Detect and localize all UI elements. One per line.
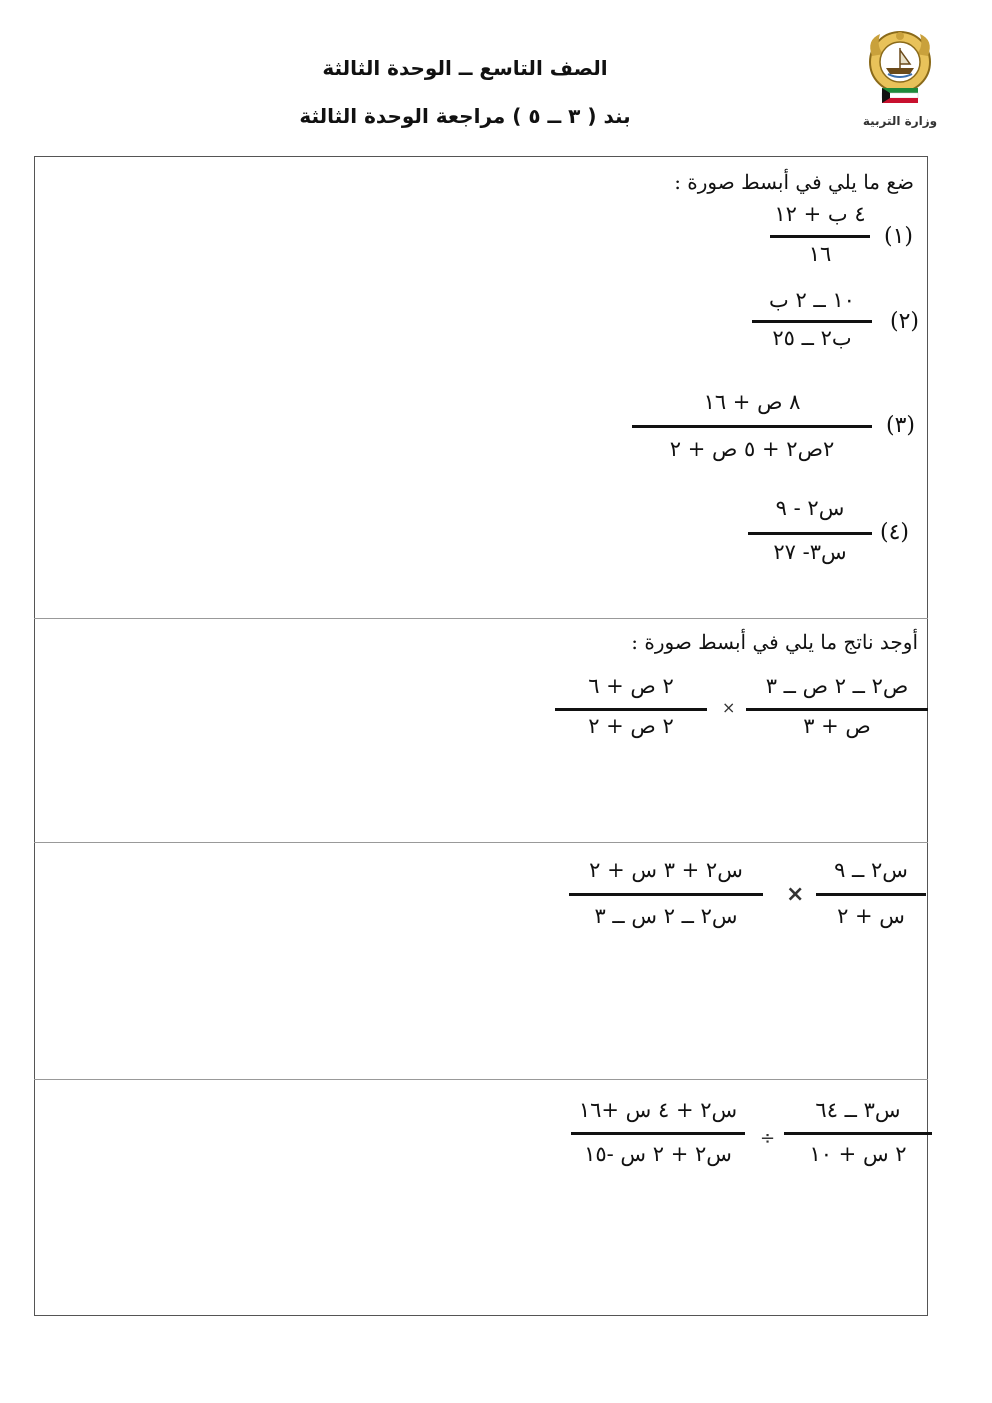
fraction-bar [752, 320, 872, 323]
multiply-operator: × [722, 698, 736, 717]
fraction [752, 286, 872, 356]
numerator: س٢ ــ ٩ [834, 858, 908, 882]
numerator: ٤ ب + ١٢ [774, 202, 866, 226]
denominator: ٢ص٢ + ٥ ص + ٢ [669, 437, 835, 461]
denominator: ص + ٣ [803, 714, 871, 738]
section2-instruction: أوجد ناتج ما يلي في أبسط صورة : [631, 630, 918, 654]
fraction-bar [784, 1132, 932, 1135]
fraction [569, 856, 763, 936]
page-title: الصف التاسع ــ الوحدة الثالثة [322, 56, 608, 80]
logo-caption: وزارة التربية [862, 114, 938, 128]
fraction-bar [770, 235, 870, 238]
fraction-bar [632, 425, 872, 428]
denominator: ب٢ ــ ٢٥ [772, 326, 852, 350]
item-number: (٤) [880, 520, 910, 545]
numerator: ٢ ص + ٦ [588, 674, 674, 698]
section1-instruction: ضع ما يلي في أبسط صورة : [674, 170, 914, 194]
fraction [746, 672, 928, 748]
fraction [571, 1096, 745, 1176]
multiply-operator: × [786, 882, 805, 907]
numerator: س٣ ــ ٦٤ [815, 1098, 901, 1122]
section-divider [34, 842, 928, 843]
fraction [748, 494, 872, 574]
page-subtitle: بند ( ٣ ــ ٥ ) مراجعة الوحدة الثالثة [299, 104, 631, 128]
numerator: ٨ ص + ١٦ [703, 390, 801, 414]
numerator: ١٠ ــ ٢ ب [769, 288, 855, 312]
numerator: س٢ + ٤ س +١٦ [578, 1098, 738, 1122]
fraction [784, 1096, 932, 1176]
fraction-bar [571, 1132, 745, 1135]
denominator: س٣- ٢٧ [773, 540, 847, 564]
denominator: س + ٢ [837, 904, 905, 928]
denominator: ٢ س + ١٠ [809, 1142, 907, 1166]
denominator: س٢ + ٢ س -١٥ [584, 1142, 732, 1166]
fraction-bar [555, 708, 707, 711]
fraction [816, 856, 926, 936]
denominator: س٢ ــ ٢ س ــ ٣ [594, 904, 738, 928]
item-number: (١) [884, 224, 914, 249]
item-number: (٣) [886, 413, 916, 438]
numerator: س٢ + ٣ س + ٢ [589, 858, 743, 882]
denominator: ١٦ [808, 242, 832, 266]
fraction [770, 200, 870, 270]
numerator: س٢ - ٩ [775, 496, 845, 520]
item-number: (٢) [890, 309, 920, 334]
numerator: ص٢ ــ ٢ ص ــ ٣ [765, 674, 909, 698]
fraction-bar [746, 708, 928, 711]
fraction [555, 672, 707, 748]
fraction-bar [816, 893, 926, 896]
section-divider [34, 1079, 928, 1080]
divide-operator: ÷ [760, 1128, 776, 1149]
fraction-bar [748, 532, 872, 535]
denominator: ٢ ص + ٢ [588, 714, 674, 738]
section-divider [34, 618, 928, 619]
fraction [632, 386, 872, 466]
fraction-bar [569, 893, 763, 896]
